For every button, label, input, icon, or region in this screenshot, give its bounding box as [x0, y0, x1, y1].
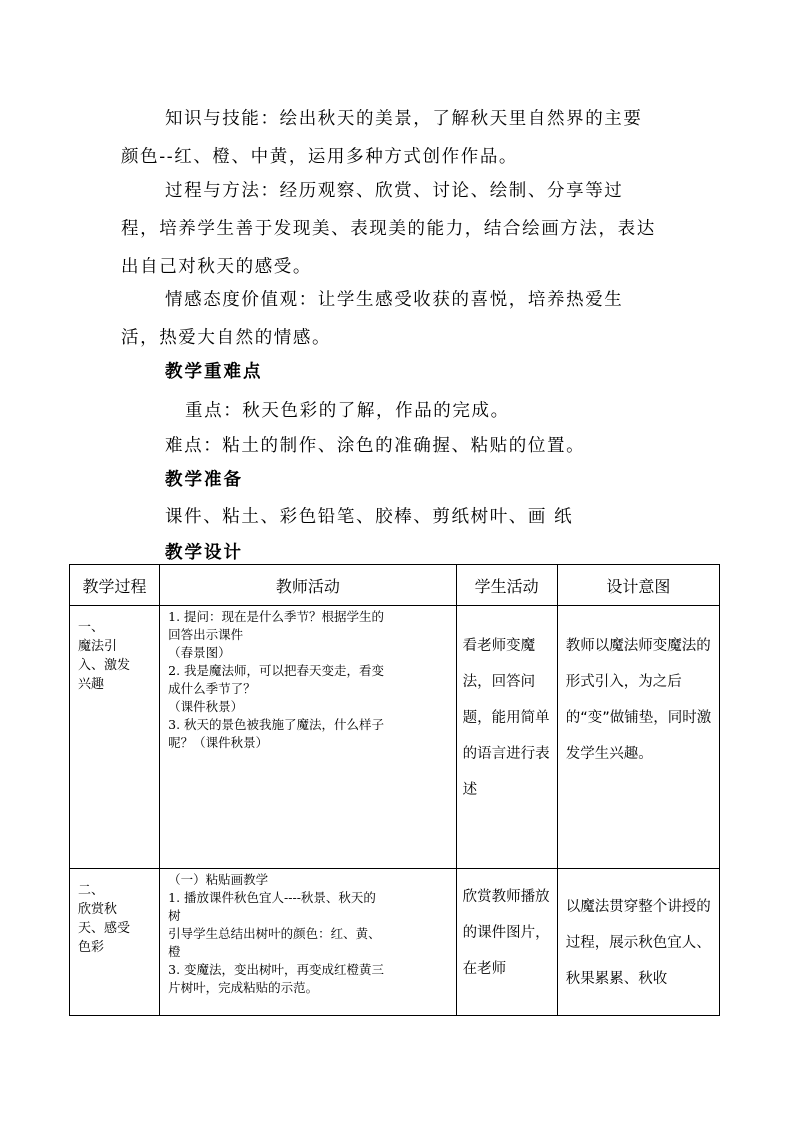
teacher-line: （春景图） — [168, 645, 231, 660]
objective-process — [121, 172, 661, 286]
stage-line: 欣赏秋 — [78, 902, 118, 917]
key-point-difficulty: 难点：粘土的制作、涂色的准确握、粘贴的位置。 — [165, 436, 586, 456]
teacher-line: 3. 变魔法，变出树叶，再变成红橙黄三 — [168, 962, 385, 977]
stage-line: 一、 — [78, 620, 105, 635]
design-heading: 教学设计 — [165, 543, 243, 563]
student-activity-text: 欣赏教师播放的课件图片，在老师 — [462, 889, 550, 977]
design-intent-cell — [557, 869, 719, 1016]
objective-knowledge — [121, 100, 661, 176]
design-intent-text: 教师以魔法师变魔法的形式引入，为之后的“变”做铺垫，同时激发学生兴趣。 — [565, 638, 712, 762]
column-header-stage: 教学过程 — [70, 565, 160, 606]
teacher-line: 树 — [168, 908, 181, 923]
teacher-line: 3. 秋天的景色被我施了魔法，什么样子 — [168, 717, 385, 732]
stage-cell — [70, 869, 160, 1016]
objective-emotion-text: 情感态度价值观：让学生感受收获的喜悦，培养热爱生活，热爱大自然的情感。 — [121, 290, 624, 348]
teacher-line: 片树叶，完成粘贴的示范。 — [168, 980, 319, 995]
teacher-line: 2. 我是魔法师，可以把春天变走，看变 — [168, 663, 385, 678]
table-header-row — [70, 565, 720, 606]
teacher-line: 1. 提问：现在是什么季节？根据学生的 — [168, 609, 385, 624]
teacher-line: 回答出示课件 — [168, 627, 244, 642]
column-header-intent: 设计意图 — [557, 565, 719, 606]
stage-line: 魔法引 — [78, 639, 118, 654]
stage-line: 天、感受 — [78, 921, 131, 936]
teacher-line: 引导学生总结出树叶的颜色：红、黄、 — [168, 926, 381, 941]
student-activity-text: 看老师变魔法，回答问题，能用简单的语言进行表述 — [462, 638, 550, 798]
stage-line: 二、 — [78, 883, 105, 898]
objective-emotion — [121, 281, 661, 357]
objective-process-text: 过程与方法：经历观察、欣赏、讨论、绘制、分享等过程，培养学生善于发现美、表现美的能力，结合绘画方法，表达出自己对秋天的感受。 — [121, 181, 656, 277]
objective-knowledge-text: 知识与技能：绘出秋天的美景，了解秋天里自然界的主要颜色--红、橙、中黄，运用多种方式创作作品。 — [121, 109, 643, 167]
teacher-line: 橙 — [168, 944, 181, 959]
teacher-line: （一）粘贴画教学 — [168, 872, 269, 887]
key-points-heading: 教学重难点 — [165, 362, 263, 382]
teacher-line: 1. 播放课件秋色宜人----秋景、秋天的 — [168, 890, 376, 905]
column-header-teacher: 教师活动 — [160, 565, 456, 606]
teacher-activity-cell — [160, 606, 456, 869]
lesson-design-table — [69, 564, 720, 1016]
teacher-line: 成什么季节了？ — [168, 681, 256, 696]
stage-line: 入、激发 — [78, 658, 131, 673]
teacher-line: 呢？（课件秋景） — [168, 735, 269, 750]
stage-cell — [70, 606, 160, 869]
column-header-student: 学生活动 — [456, 565, 557, 606]
stage-line: 兴趣 — [78, 677, 105, 692]
design-intent-cell — [557, 606, 719, 869]
table-row — [70, 869, 720, 1016]
teacher-activity-cell — [160, 869, 456, 1016]
student-activity-cell — [456, 606, 557, 869]
teacher-line: （课件秋景） — [168, 699, 244, 714]
stage-line: 色彩 — [78, 940, 105, 955]
preparation-items: 课件、粘土、彩色铅笔、胶棒、剪纸树叶、画 纸 — [165, 507, 574, 527]
student-activity-cell — [456, 869, 557, 1016]
key-point-focus: 重点：秋天色彩的了解，作品的完成。 — [185, 401, 510, 421]
design-intent-text: 以魔法贯穿整个讲授的过程，展示秋色宜人、秋果累累、秋收 — [565, 899, 711, 987]
preparation-heading: 教学准备 — [165, 470, 243, 490]
table-row — [70, 606, 720, 869]
